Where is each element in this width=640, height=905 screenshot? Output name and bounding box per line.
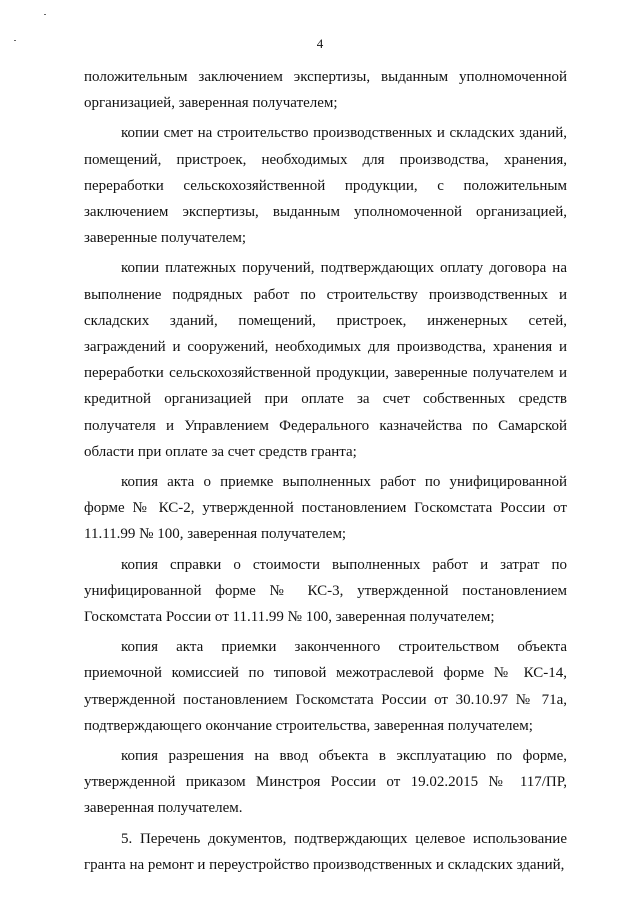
paragraph-5: копия справки о стоимости выполненных работ и затрат по унифицированной форме № КС-3, утвержденной постановлением Госкомстата России от 11.11.99 № 100, заверенная получателем; bbox=[84, 556, 567, 626]
page-number: 4 bbox=[316, 36, 324, 51]
body-text bbox=[84, 64, 567, 882]
paragraph-7: копия разрешения на ввод объекта в эксплуатацию по форме, утвержденной приказом Минстроя России от 19.02.2015 № 117/ПР, заверенная получателем. bbox=[84, 748, 567, 817]
paragraph-6: копия акта приемки законченного строительством объекта приемочной комиссией по типовой межотраслевой форме № КС-14, утвержденной постановлением Госкомстата России от 30.10.97 № 71а, подтверждающего окончание строительства, заверенная получателем; bbox=[84, 639, 567, 734]
scan-speck bbox=[44, 14, 46, 15]
paragraph-4: копия акта о приемке выполненных работ по унифицированной форме № КС-2, утвержденной постановлением Госкомстата России от 11.11.99 № 100, заверенная получателем; bbox=[84, 474, 567, 543]
paragraph-8: 5. Перечень документов, подтверждающих целевое использование гранта на ремонт и переустройство производственных и складских зданий, bbox=[84, 830, 567, 873]
paragraph-1: положительным заключением экспертизы, выданным уполномоченной организацией, заверенная получателем; bbox=[84, 69, 567, 112]
paragraph-3: копии платежных поручений, подтверждающих оплату договора на выполнение подрядных работ по строительству производственных и складских зданий, помещений, пристроек, инженерных сетей, заграждений и сооружений, необходимых для производства, хранения и переработки сельскохозяйственной продукции, заверенные получателем и кредитной организацией при оплате за счет собственных средств получателя и Управлением Федерального казначейства по Самарской области при оплате за счет средств гранта; bbox=[84, 260, 567, 460]
paragraph-2: копии смет на строительство производственных и складских зданий, помещений, пристроек, необходимых для производства, хранения, переработки сельскохозяйственной продукции, с положительным заключением экспертизы, выданным уполномоченной организацией, заверенные получателем; bbox=[84, 125, 567, 247]
